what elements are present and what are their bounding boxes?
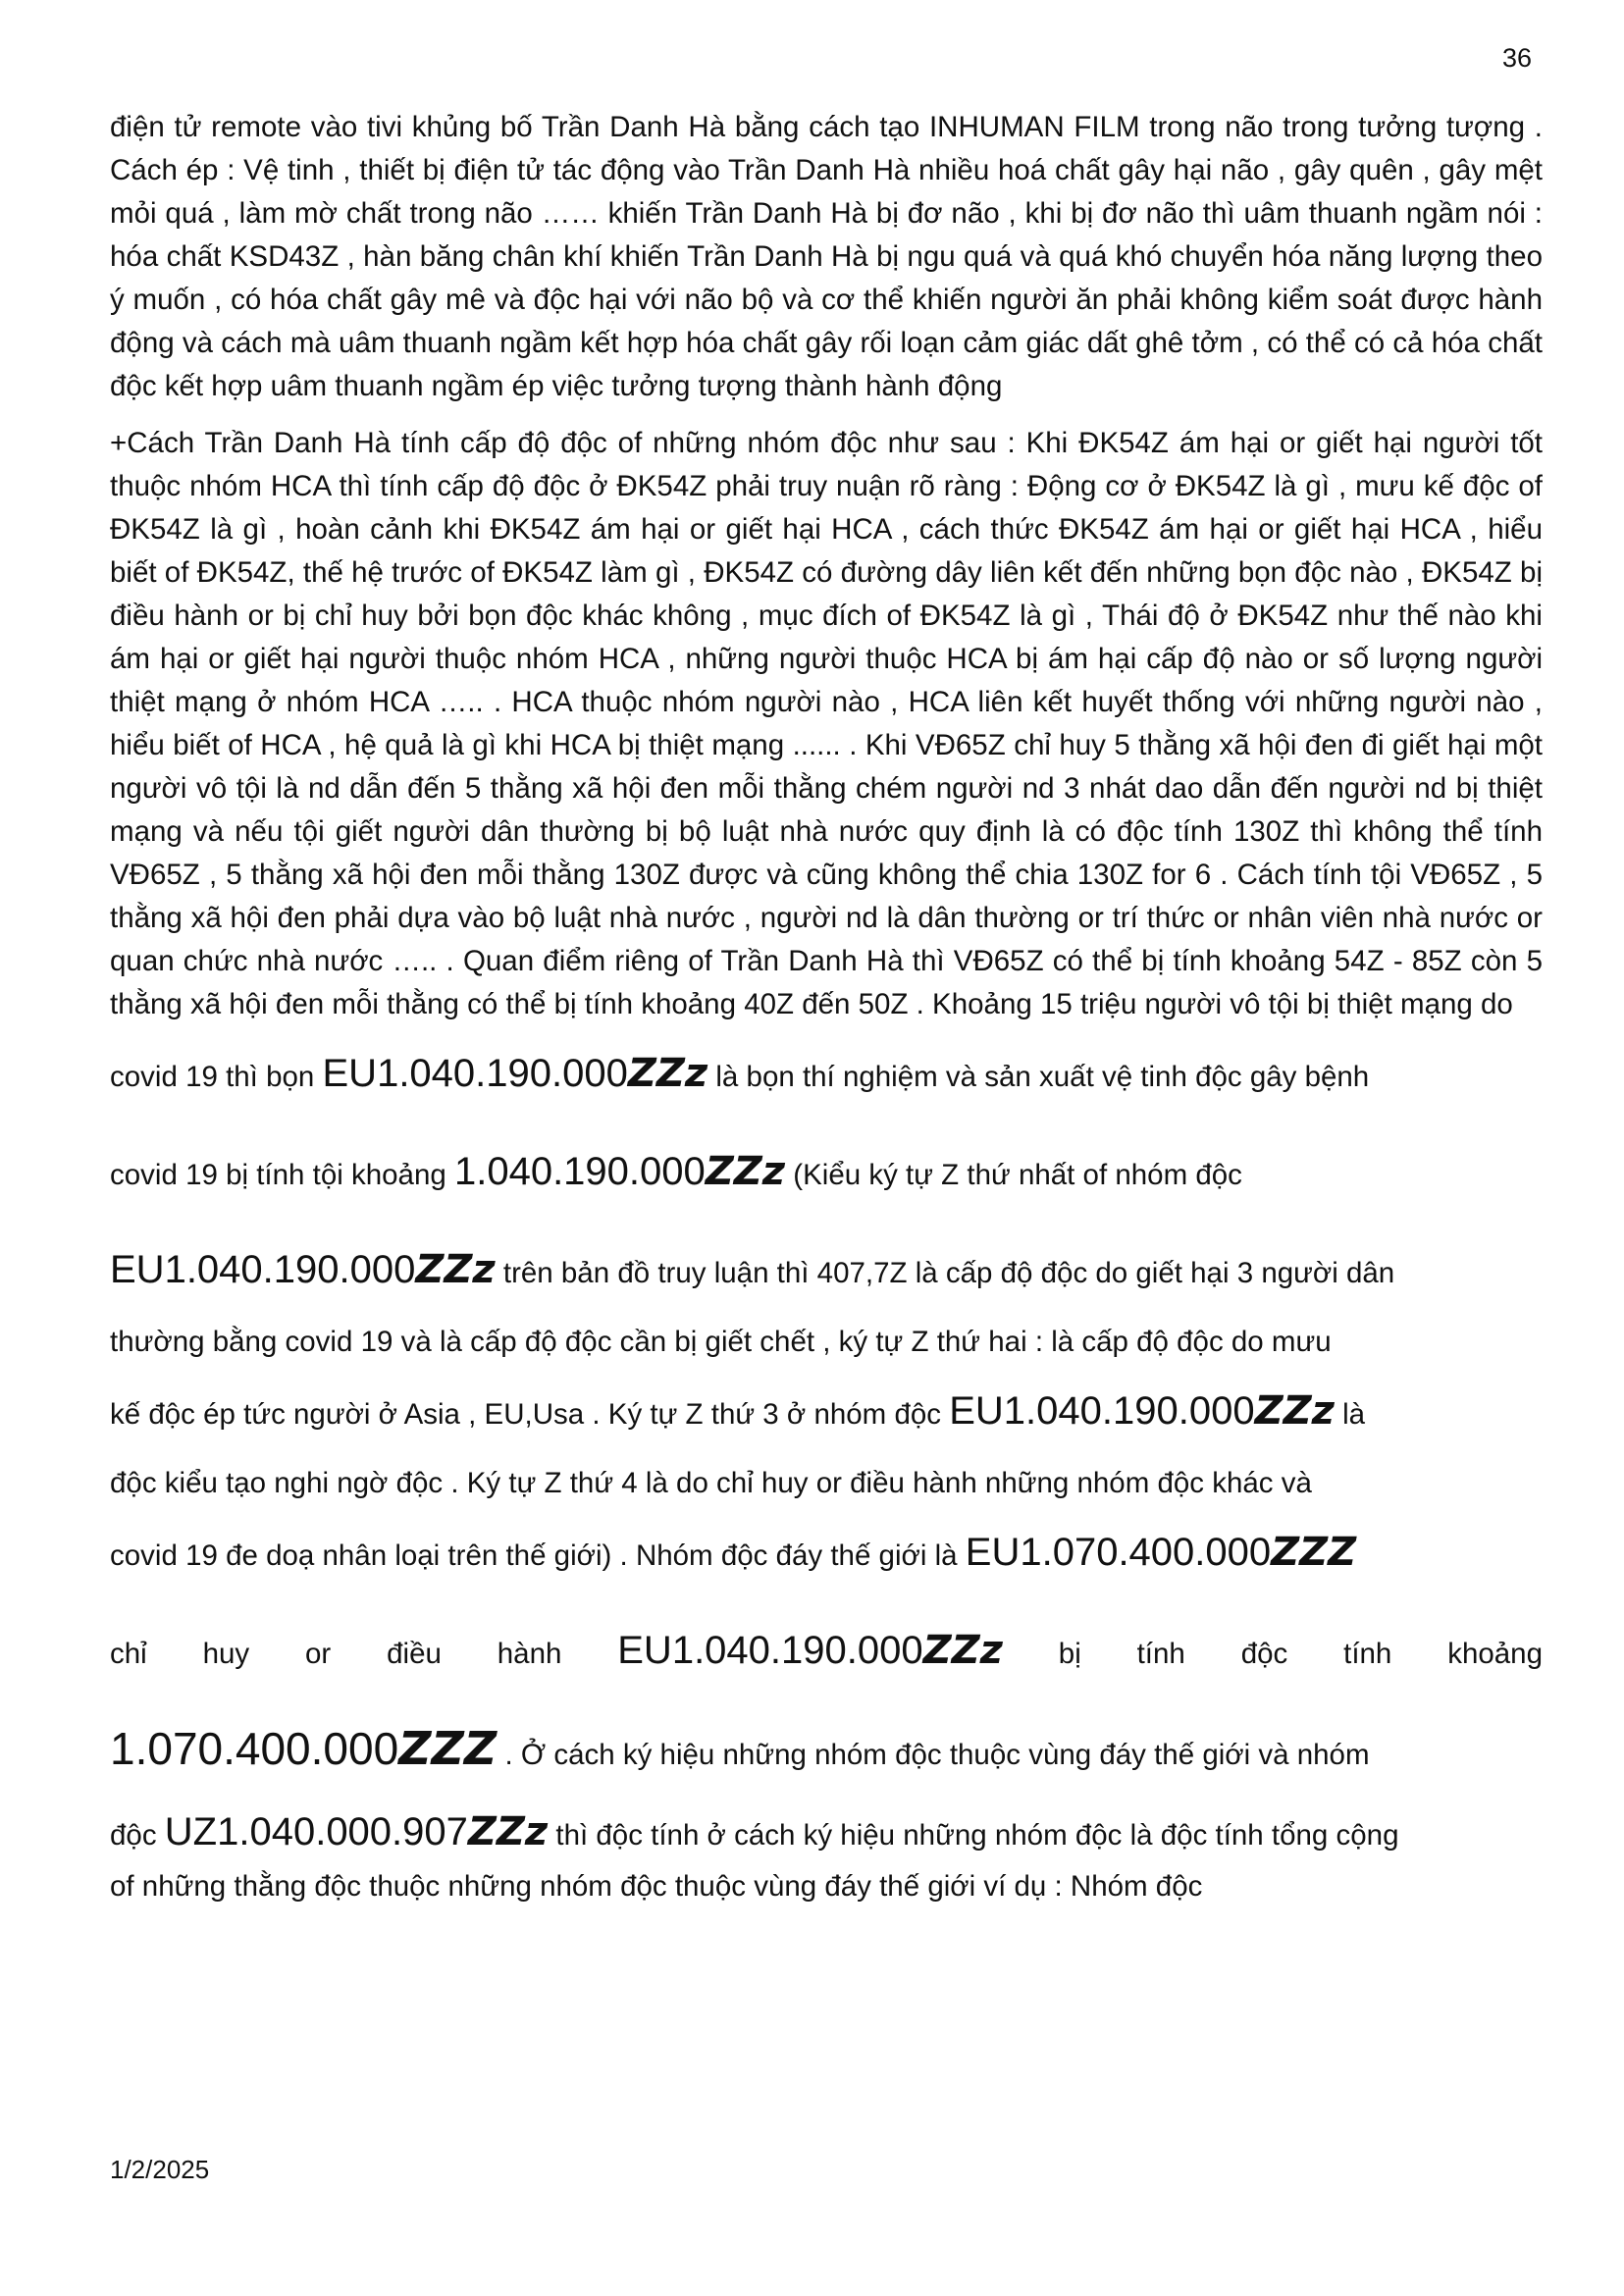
line-h: [110, 1603, 1543, 1701]
line-j: [110, 1802, 1543, 1865]
line-h-word: tính: [1136, 1638, 1185, 1670]
line-h-word: chỉ: [110, 1638, 147, 1670]
line-h-word: hành: [497, 1638, 562, 1670]
line-h-code: EU1.040.190.000: [617, 1629, 923, 1672]
line-d: thường bằng covid 19 và là cấp độ độc cần bị giết chết , ký tự Z thứ hai : là cấp độ độc do mưu: [110, 1326, 1332, 1358]
line-k: of những thằng độc thuộc những nhóm độc thuộc vùng đáy thế giới ví dụ : Nhóm độc: [110, 1870, 1203, 1903]
line-c: [110, 1223, 1543, 1321]
line-h-word: khoảng: [1447, 1638, 1543, 1670]
line-e: [110, 1364, 1543, 1462]
line-e-post: là: [1342, 1398, 1366, 1431]
line-g-code: EU1.070.400.000: [965, 1531, 1272, 1574]
paragraph-2: +Cách Trần Danh Hà tính cấp độ độc of những nhóm độc như sau : Khi ĐK54Z ám hại or giết hại người tốt thuộc nhóm HCA thì tính cấp độ độc ở ĐK54Z phải truy nuận rõ ràng : Động cơ ở ĐK54Z là gì , mưu kế độc of ĐK54Z là gì , hoàn cảnh khi ĐK54Z ám hại or giết hại HCA , cách thức ĐK54Z ám hại or giết hại HCA , hiểu biết of ĐK54Z, thế hệ trước of ĐK54Z làm gì , ĐK54Z có đường dây liên kết đến những bọn độc nào , ĐK54Z bị điều hành or bị chỉ huy bởi bọn độc khác không , mục đích of ĐK54Z là gì , Thái độ ở ĐK54Z như thế nào khi ám hại or giết hại người thuộc nhóm HCA , những người thuộc HCA bị ám hại cấp độ nào or số lượng người thiệt mạng ở nhóm HCA ….. . HCA thuộc nhóm người nào , HCA liên kết huyết thống với những người nào , hiểu biết of HCA , hệ quả là gì khi HCA bị thiệt mạng ...... . Khi VĐ65Z chỉ huy 5 thằng xã hội đen đi giết hại một người vô tội là nd dẫn đến 5 thằng xã hội đen mỗi thằng chém người nd 3 nhát dao dẫn đến người nd bị thiệt mạng và nếu tội giết người dân thường bị bộ luật nhà nước quy định là có độc tính 130Z thì không thể tính VĐ65Z , 5 thằng xã hội đen mỗi thằng 130Z được và cũng không thể chia 130Z for 6 . Cách tính tội VĐ65Z , 5 thằng xã hội đen phải dựa vào bộ luật nhà nước , người nd là dân thường or trí thức or nhân viên nhà nước or quan chức nhà nước ….. . Quan điểm riêng of Trần Danh Hà thì VĐ65Z có thể bị tính khoảng 54Z - 85Z còn 5 thằng xã hội đen mỗi thằng có thể bị tính khoảng 40Z đến 50Z . Khoảng 15 triệu người vô tội bị thiệt mạng do: [110, 427, 1543, 1020]
line-a-zzz: ZZz: [627, 1051, 708, 1096]
line-f: độc kiểu tạo nghi ngờ độc . Ký tự Z thứ 4 là do chỉ huy or điều hành những nhóm độc khác và: [110, 1467, 1312, 1499]
body-text: [110, 106, 1543, 1908]
line-g: [110, 1505, 1543, 1603]
line-a-code: EU1.040.190.000: [322, 1052, 628, 1095]
line-a-post: là bọn thí nghiệm và sản xuất vệ tinh độc gây bệnh: [715, 1061, 1370, 1093]
line-b-code: 1.040.190.000: [453, 1150, 706, 1193]
page-number: 36: [1501, 43, 1532, 73]
footer-date: 1/2/2025: [110, 2155, 210, 2184]
line-h-word: bị: [1058, 1638, 1081, 1670]
line-h-zzz: ZZz: [922, 1628, 1003, 1673]
line-b-pre: covid 19 bị tính tội khoảng: [110, 1159, 446, 1191]
line-h-word: or: [305, 1638, 332, 1670]
line-h-word: độc: [1240, 1638, 1288, 1670]
line-c-code: EU1.040.190.000: [110, 1248, 416, 1291]
line-a: [110, 1026, 1543, 1124]
line-j-zzz: ZZz: [467, 1809, 549, 1854]
line-j-code: UZ1.040.000.907: [164, 1810, 468, 1853]
line-i: [110, 1701, 1543, 1802]
line-h-word: tính: [1343, 1638, 1392, 1670]
line-e-code: EU1.040.190.000: [949, 1389, 1255, 1433]
line-e-pre: kế độc ép tức người ở Asia , EU,Usa . Ký tự Z thứ 3 ở nhóm độc: [110, 1398, 942, 1431]
line-c-post: trên bản đồ truy luận thì 407,7Z là cấp độ độc do giết hại 3 người dân: [502, 1257, 1395, 1289]
line-g-zzz: ZZZ: [1271, 1530, 1357, 1575]
line-j-pre: độc: [110, 1819, 157, 1852]
line-j-post: thì độc tính ở cách ký hiệu những nhóm độc là độc tính tổng cộng: [555, 1819, 1399, 1852]
line-b-post: (Kiểu ký tự Z thứ nhất of nhóm độc: [793, 1159, 1242, 1191]
line-h-word: điều: [387, 1638, 442, 1670]
line-b-zzz: ZZz: [705, 1149, 786, 1194]
line-h-code-group: [617, 1603, 1003, 1701]
line-a-pre: covid 19 thì bọn: [110, 1061, 315, 1093]
line-i-post: . Ở cách ký hiệu những nhóm độc thuộc vùng đáy thế giới và nhóm: [504, 1739, 1370, 1771]
line-e-zzz: ZZz: [1254, 1388, 1335, 1434]
line-i-zzz: ZZZ: [398, 1722, 498, 1775]
line-c-zzz: ZZz: [415, 1247, 496, 1292]
line-b: [110, 1124, 1543, 1223]
line-i-code: 1.070.400.000: [110, 1723, 399, 1774]
line-g-pre: covid 19 đe doạ nhân loại trên thế giới) . Nhóm độc đáy thế giới là: [110, 1539, 958, 1572]
line-h-word: huy: [202, 1638, 250, 1670]
paragraph-1: điện tử remote vào tivi khủng bố Trần Danh Hà bằng cách tạo INHUMAN FILM trong não trong tưởng tượng . Cách ép : Vệ tinh , thiết bị điện tử tác động vào Trần Danh Hà nhiều hoá chất gây hại não , gây quên , gây mệt mỏi quá , làm mờ chất trong não …… khiến Trần Danh Hà bị đơ não , khi bị đơ não thì uâm thuanh ngầm nói : hóa chất KSD43Z , hàn băng chân khí khiến Trần Danh Hà bị ngu quá và quá khó chuyển hóa năng lượng theo ý muốn , có hóa chất gây mê và độc hại với não bộ và cơ thể khiến người ăn phải không kiểm soát được hành động và cách mà uâm thuanh ngầm kết hợp hóa chất gây rối loạn cảm giác dất ghê tởm , có thể có cả hóa chất độc kết hợp uâm thuanh ngầm ép việc tưởng tượng thành hành động: [110, 111, 1543, 402]
